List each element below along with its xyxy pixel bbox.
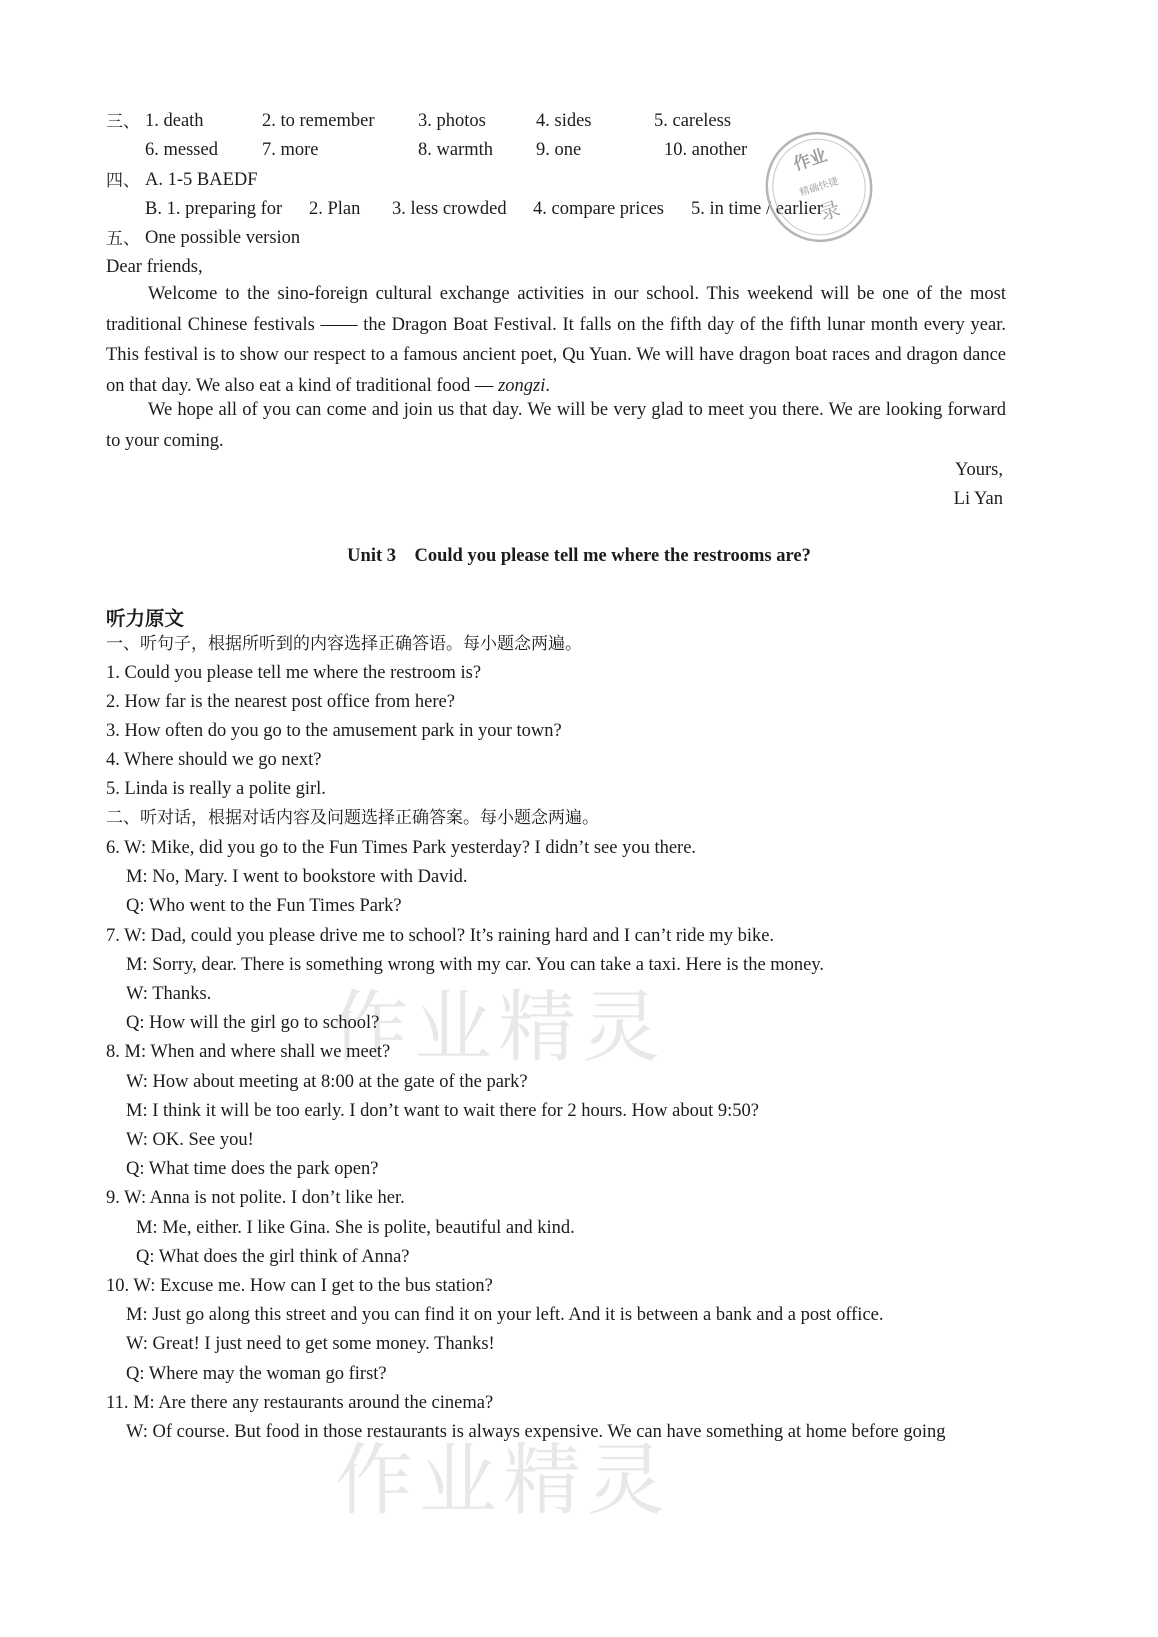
- dialogue-first-line: 10. W: Excuse me. How can I get to the bus station?: [106, 1276, 493, 1296]
- watermark-text: 作业精灵: [330, 983, 667, 1073]
- question-item: 1. Could you please tell me where the restroom is?: [106, 663, 482, 683]
- answer-item: 3. less crowded: [392, 199, 507, 219]
- letter-paragraph: [106, 279, 1006, 401]
- answer-item: A. 1-5 BAEDF: [145, 170, 258, 190]
- section-marker: 三、: [106, 112, 140, 132]
- letter-signature: Li Yan: [953, 489, 1003, 509]
- dialogue-first-line: 11. M: Are there any restaurants around the cinema?: [106, 1392, 494, 1413]
- dialogue-line: W: Great! I just need to get some money. Thanks!: [126, 1334, 495, 1355]
- answer-section-wu: [106, 227, 506, 251]
- answer-item: 2. Plan: [309, 199, 361, 219]
- section-instruction: 一、听句子，根据所听到的内容选择正确答语。每小题念两遍。: [106, 634, 582, 654]
- question-item: 3. How often do you go to the amusement park in your town?: [106, 721, 562, 741]
- dialogue-line: W: Of course. But food in those restaurants is always expensive. We can have something at home before going: [126, 1422, 946, 1442]
- letter-greeting: Dear friends,: [106, 257, 203, 277]
- answer-item: 1. death: [145, 111, 204, 131]
- answer-item: 7. more: [262, 140, 319, 160]
- dialogue-line: W: How about meeting at 8:00 at the gate of the park?: [126, 1071, 528, 1092]
- answer-item: 6. messed: [145, 140, 218, 160]
- answer-item: 5. in time / earlier: [691, 199, 824, 219]
- letter-text: Welcome to the sino-foreign cultural exchange activities in our school. This weekend will be one of the most traditional Chinese festivals —— the Dragon Boat Festival. It falls on the fifth day of the fifth lunar month every year. This festival is to show our respect to a famous ancient poet, Qu Yuan. We will have dragon boat races and dragon dance on that day. We also eat a kind of traditional food — zongzi.: [106, 284, 1006, 396]
- unit-title: Unit 3 Could you please tell me where the restrooms are?: [347, 546, 811, 566]
- dialogue-line: M: No, Mary. I went to bookstore with David.: [126, 867, 468, 888]
- watermark-stamp: [760, 128, 878, 246]
- dialogue-line: M: Sorry, dear. There is something wrong with my car. You can take a taxi. Here is the money.: [126, 954, 825, 975]
- dialogue-first-line: 6. W: Mike, did you go to the Fun Times Park yesterday? I didn’t see you there.: [106, 838, 697, 858]
- dialogue-first-line: 9. W: Anna is not polite. I don’t like her.: [106, 1188, 405, 1209]
- svg-text:精确快捷: 精确快捷: [798, 176, 840, 199]
- letter-closing: Yours,: [955, 460, 1003, 480]
- answer-item: 8. warmth: [418, 140, 494, 160]
- dialogue-line: W: Thanks.: [126, 984, 212, 1004]
- section-marker: 四、: [106, 171, 140, 191]
- section-instruction: 二、听对话，根据对话内容及问题选择正确答案。每小题念两遍。: [106, 808, 599, 828]
- letter-paragraph: We hope all of you can come and join us that day. We will be very glad to meet you there. We are looking forward to your coming.: [106, 400, 1006, 451]
- answer-item: 5. careless: [654, 111, 732, 131]
- section-marker: 五、: [106, 229, 140, 249]
- answer-item: B. 1. preparing for: [145, 199, 283, 219]
- dialogue-line: Q: What time does the park open?: [126, 1159, 379, 1180]
- question-item: 5. Linda is really a polite girl.: [106, 779, 326, 799]
- dialogue-line: Q: What does the girl think of Anna?: [136, 1246, 410, 1267]
- dialogue-line: Q: Who went to the Fun Times Park?: [126, 896, 402, 917]
- italic-term: zongzi: [498, 375, 546, 396]
- dialogue-line: M: Just go along this street and you can find it on your left. And it is between a bank and a post office.: [126, 1305, 884, 1326]
- dialogue-line: M: Me, either. I like Gina. She is polite, beautiful and kind.: [136, 1217, 575, 1238]
- svg-text:作业: 作业: [791, 145, 830, 176]
- watermark-text: 作业精灵: [335, 1436, 672, 1526]
- answer-item: 3. photos: [418, 111, 486, 131]
- dialogue-line: Q: Where may the woman go first?: [126, 1363, 387, 1384]
- svg-text:录: 录: [816, 196, 844, 226]
- answer-section-si: [106, 169, 506, 193]
- dialogue-first-line: 7. W: Dad, could you please drive me to school? It’s raining hard and I can’t ride my bike.: [106, 925, 775, 946]
- answer-item: 4. sides: [536, 111, 592, 131]
- section-label: One possible version: [145, 228, 301, 248]
- question-item: 4. Where should we go next?: [106, 750, 322, 770]
- section-heading: 听力原文: [106, 607, 185, 630]
- dialogue-first-line: 8. M: When and where shall we meet?: [106, 1042, 391, 1063]
- answer-item: 2. to remember: [262, 111, 375, 131]
- answer-item: 10. another: [664, 140, 748, 160]
- answer-item: 4. compare prices: [533, 199, 664, 219]
- question-item: 2. How far is the nearest post office from here?: [106, 692, 455, 712]
- dialogue-line: Q: How will the girl go to school?: [126, 1013, 380, 1034]
- dialogue-line: W: OK. See you!: [126, 1130, 254, 1150]
- answer-item: 9. one: [536, 140, 582, 160]
- dialogue-line: M: I think it will be too early. I don’t want to wait there for 2 hours. How about 9:50?: [126, 1100, 759, 1121]
